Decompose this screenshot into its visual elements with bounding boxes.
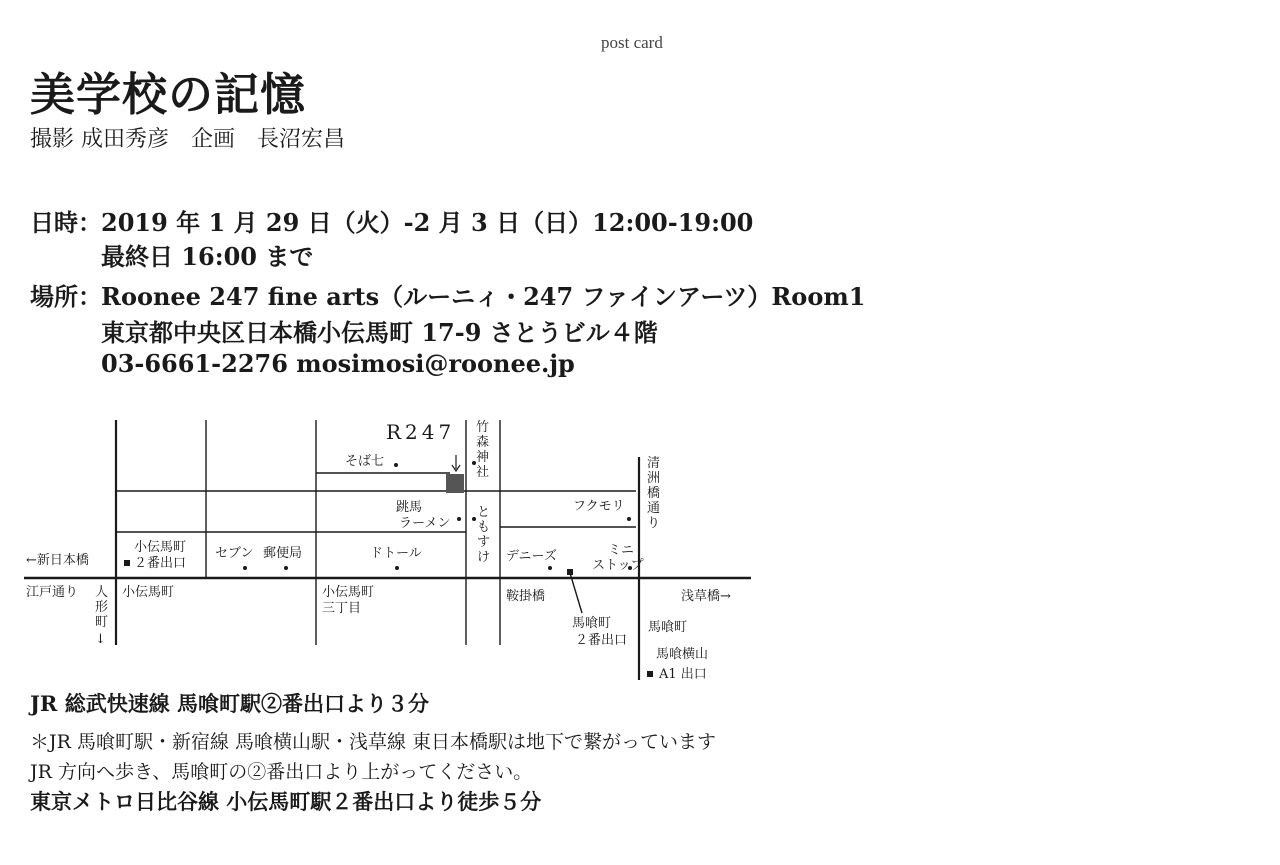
svg-text:も: も <box>477 520 491 535</box>
label-doutor: ドトール <box>370 546 422 561</box>
label-kodenmacho: 小伝馬町 <box>122 585 175 600</box>
svg-text:社: 社 <box>476 465 490 480</box>
label-kiyosubashi-dori <box>647 455 660 531</box>
label-ningyocho <box>95 585 108 647</box>
svg-text:人: 人 <box>95 585 109 600</box>
access-note-exit: JR 方向へ歩き、馬喰町の②番出口より上がってください。 <box>30 761 533 783</box>
label-edo-dori: 江戸通り <box>26 585 79 600</box>
place-label: 場所： <box>30 282 102 311</box>
svg-text:通: 通 <box>647 501 661 516</box>
access-jr: JR 総武快速線 馬喰町駅②番出口より３分 <box>30 691 430 716</box>
label-seven: セブン <box>215 546 254 561</box>
label-kodenmacho-3chome-2: 三丁目 <box>322 601 362 616</box>
venue-address: 東京都中央区日本橋小伝馬町 17-9 さとうビル４階 <box>101 318 658 347</box>
label-kodenmacho-3chome-1: 小伝馬町 <box>322 585 375 600</box>
bakurocho-exit-square <box>567 569 573 575</box>
label-chikumori-shrine <box>476 420 489 480</box>
credits: 撮影 成田秀彦 企画 長沼宏昌 <box>30 127 345 152</box>
exhibition-title: 美学校の記憶 <box>30 68 307 121</box>
svg-text:と: と <box>477 505 491 520</box>
svg-text:森: 森 <box>476 435 490 450</box>
label-bakurocho: 馬喰町 <box>648 620 688 635</box>
svg-text:清: 清 <box>647 456 661 471</box>
bakuro-yokoyama-exit-square <box>647 671 653 677</box>
label-ministop-2: ストップ <box>592 558 644 573</box>
svg-text:神: 神 <box>476 450 490 465</box>
svg-text:↓: ↓ <box>95 632 106 647</box>
venue-name: Roonee 247 fine arts（ルーニィ・247 ファインアーツ）Room1 <box>101 282 866 311</box>
svg-text:橋: 橋 <box>647 486 661 501</box>
kodenmacho-exit-square <box>124 560 130 566</box>
label-choba-ramen-1: 跳馬 <box>396 500 423 515</box>
label-bakuro-yokoyama-1: 馬喰横山 <box>656 647 709 662</box>
label-bakuro-yokoyama-2: A1 出口 <box>659 667 707 682</box>
svg-text:竹: 竹 <box>476 420 490 435</box>
date-label: 日時： <box>30 208 102 237</box>
date-range: 2019 年 1 月 29 日（火）-2 月 3 日（日）12:00-19:00 <box>101 208 754 237</box>
svg-text:洲: 洲 <box>647 471 661 486</box>
access-note-underground: ＊JR 馬喰町駅・新宿線 馬喰横山駅・浅草線 東日本橋駅は地下で繋がっています <box>30 731 717 753</box>
label-kuramaebashi: 鞍掛橋 <box>506 589 546 604</box>
label-shin-nihonbashi: ←新日本橋 <box>26 553 89 568</box>
label-bakurocho-exit2-1: 馬喰町 <box>572 616 612 631</box>
postcard-label: post card <box>601 33 663 52</box>
label-dennys: デニーズ <box>506 549 557 564</box>
label-kodenmacho-exit2-1: 小伝馬町 <box>134 540 187 555</box>
venue-contact: 03-6661-2276 mosimosi@roonee.jp <box>101 349 575 378</box>
access-metro: 東京メトロ日比谷線 小伝馬町駅２番出口より徒歩５分 <box>30 789 542 814</box>
label-asakusabashi: 浅草橋→ <box>681 589 731 604</box>
label-ministop-1: ミニ <box>608 543 635 558</box>
label-choba-ramen-2: ラーメン <box>399 516 451 531</box>
label-kodenmacho-exit2-2: ２番出口 <box>134 556 187 571</box>
svg-text:け: け <box>477 550 491 565</box>
label-fukumori: フクモリ <box>573 499 625 514</box>
label-bakurocho-exit2-2: ２番出口 <box>575 633 628 648</box>
svg-text:形: 形 <box>95 600 109 615</box>
svg-text:す: す <box>477 535 491 550</box>
label-soba: そば七 <box>345 454 385 469</box>
label-post-office: 郵便局 <box>263 546 303 561</box>
svg-text:町: 町 <box>95 615 109 630</box>
gallery-mark: R247 <box>386 420 456 444</box>
gallery-location-marker <box>446 474 464 493</box>
label-tomosuke <box>477 505 490 565</box>
access-map <box>22 415 762 685</box>
last-day-note: 最終日 16:00 まで <box>101 242 314 271</box>
svg-text:り: り <box>647 516 661 531</box>
